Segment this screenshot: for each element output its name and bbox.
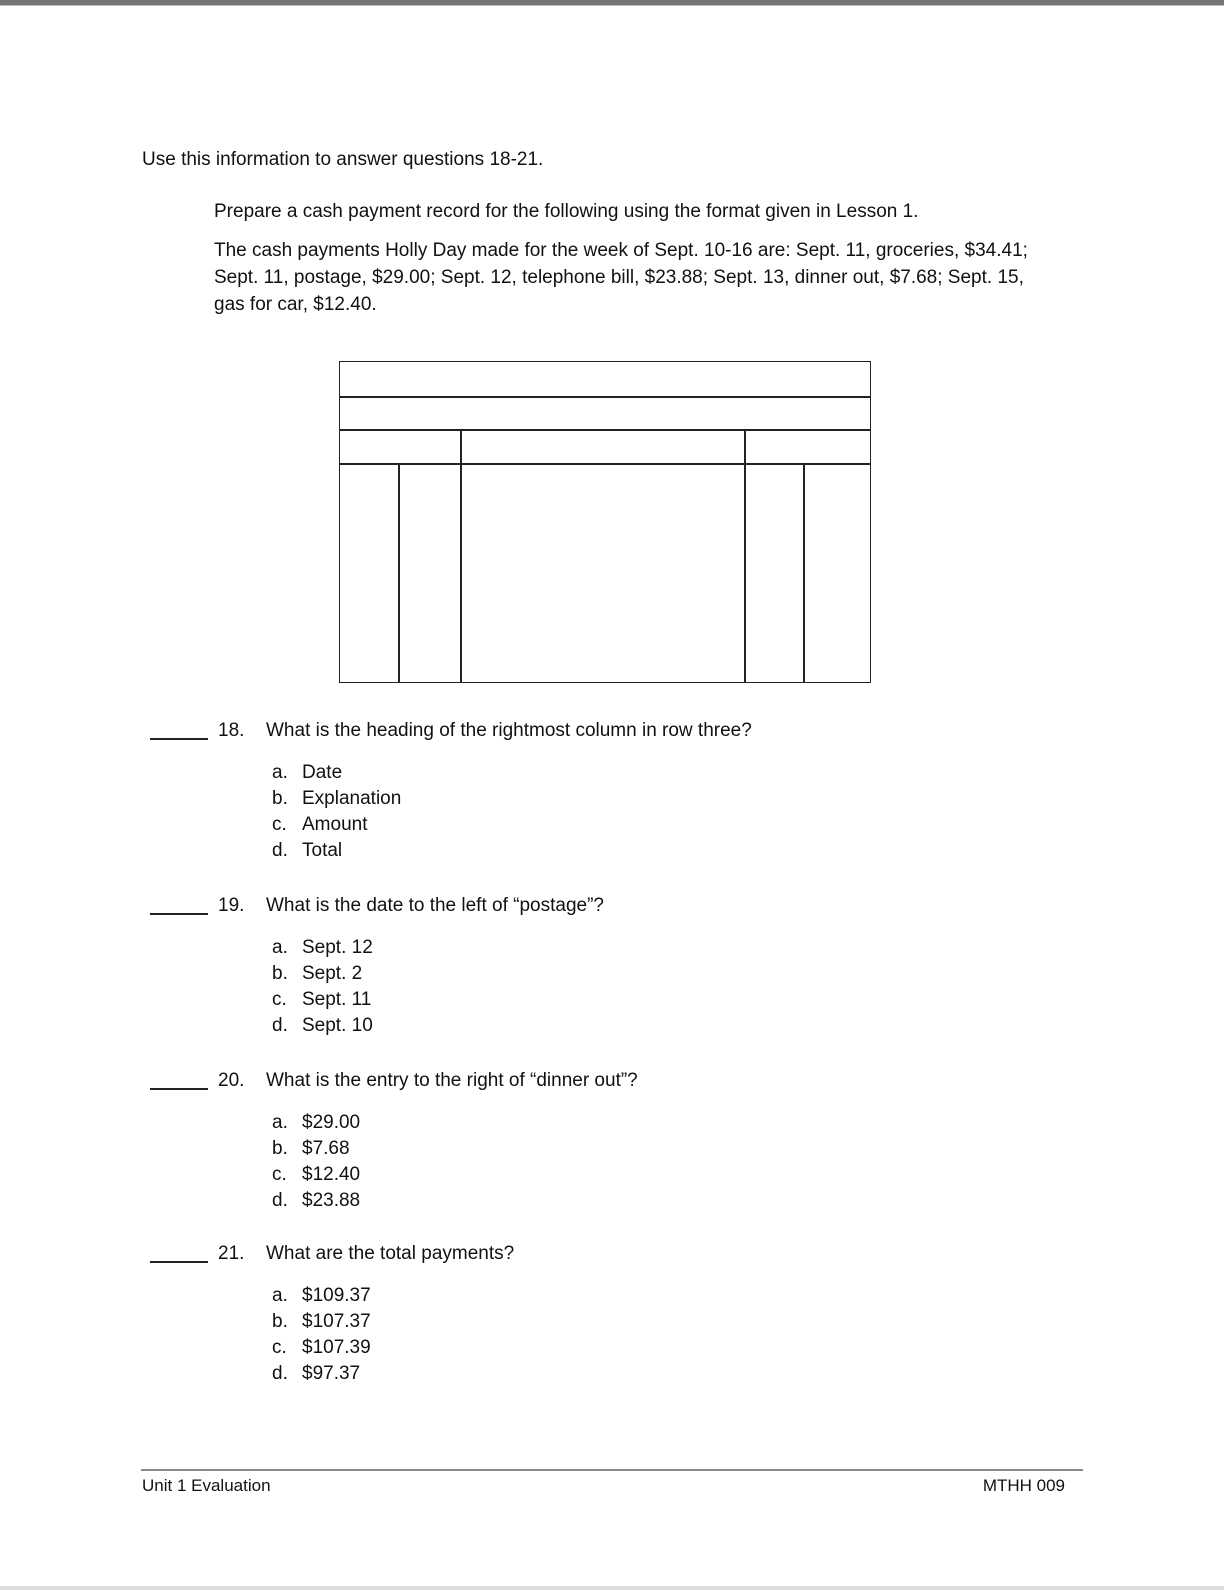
option-text: Sept. 12: [302, 937, 373, 958]
option: [272, 1110, 360, 1136]
question-text: What is the heading of the rightmost column in row three?: [266, 720, 752, 741]
option-letter: c.: [272, 989, 287, 1010]
table-border: [339, 361, 871, 683]
question-text: What are the total payments?: [266, 1243, 515, 1264]
option-letter: b.: [272, 1138, 288, 1159]
option: [272, 987, 373, 1013]
option-text: Amount: [302, 814, 368, 835]
bottom-border: [0, 1586, 1224, 1590]
question-number: 21.: [218, 1243, 245, 1264]
option: [272, 1335, 371, 1361]
question-number: 18.: [218, 720, 245, 741]
footer-rule: [141, 1469, 1083, 1471]
option-letter: b.: [272, 788, 288, 809]
option-letter: a.: [272, 1285, 288, 1306]
option-letter: c.: [272, 1337, 287, 1358]
option: [272, 1188, 360, 1214]
answer-blank[interactable]: [150, 1088, 208, 1090]
option-letter: d.: [272, 1190, 288, 1211]
option-text: $7.68: [302, 1138, 350, 1159]
option: [272, 1162, 360, 1188]
option-text: Total: [302, 840, 343, 861]
option-text: $107.37: [302, 1311, 371, 1332]
instruction-text: Prepare a cash payment record for the following using the format given in Lesson 1.: [214, 201, 919, 222]
options-list: [272, 935, 373, 1039]
option-letter: b.: [272, 1311, 288, 1332]
answer-blank[interactable]: [150, 913, 208, 915]
column-divider: [460, 429, 462, 683]
option-text: $109.37: [302, 1285, 371, 1306]
answer-blank[interactable]: [150, 738, 208, 740]
option-text: $97.37: [302, 1363, 361, 1384]
column-divider: [744, 429, 746, 683]
option-text: Sept. 2: [302, 963, 363, 984]
row-divider: [339, 396, 871, 398]
option-text: Explanation: [302, 788, 402, 809]
option-letter: d.: [272, 1015, 288, 1036]
option-letter: c.: [272, 814, 287, 835]
option: [272, 1136, 360, 1162]
column-divider: [398, 463, 400, 683]
intro-text: Use this information to answer questions 18-21.: [142, 149, 544, 170]
option-letter: a.: [272, 762, 288, 783]
scenario-text: The cash payments Holly Day made for the week of Sept. 10-16 are: Sept. 11, groceries, $34.41; Sept. 11, postage, $29.00; Sept. 12, telephone bill, $23.88; Sept. 13, dinner out, $7.68; Sept. 15, gas for car, $12.40.: [214, 240, 1028, 315]
option: [272, 786, 401, 812]
option-text: $12.40: [302, 1164, 361, 1185]
footer-right: MTHH 009: [982, 1476, 1065, 1495]
option-letter: d.: [272, 840, 288, 861]
options-list: [272, 1283, 371, 1387]
question-number: 19.: [218, 895, 245, 916]
options-list: [272, 1110, 360, 1214]
option-letter: c.: [272, 1164, 287, 1185]
options-list: [272, 760, 401, 864]
row-divider: [339, 463, 871, 465]
column-divider: [803, 463, 805, 683]
question-text: What is the entry to the right of “dinner out”?: [266, 1070, 638, 1091]
option-text: $23.88: [302, 1190, 361, 1211]
option-text: Sept. 10: [302, 1015, 373, 1036]
option: [272, 1283, 371, 1309]
option-text: Date: [302, 762, 343, 783]
option-text: $29.00: [302, 1112, 361, 1133]
option-letter: a.: [272, 1112, 288, 1133]
footer-left: Unit 1 Evaluation: [142, 1476, 271, 1495]
option: [272, 838, 401, 864]
option: [272, 935, 373, 961]
option-letter: a.: [272, 937, 288, 958]
option: [272, 1013, 373, 1039]
question-text: What is the date to the left of “postage”?: [266, 895, 604, 916]
option-letter: b.: [272, 963, 288, 984]
answer-blank[interactable]: [150, 1261, 208, 1263]
option-letter: d.: [272, 1363, 288, 1384]
row-divider: [339, 429, 871, 431]
option-text: Sept. 11: [302, 989, 372, 1010]
option: [272, 760, 401, 786]
option: [272, 812, 401, 838]
option: [272, 1309, 371, 1335]
top-border: [0, 0, 1224, 6]
question-number: 20.: [218, 1070, 245, 1091]
option: [272, 961, 373, 987]
option-text: $107.39: [302, 1337, 371, 1358]
option: [272, 1361, 371, 1387]
